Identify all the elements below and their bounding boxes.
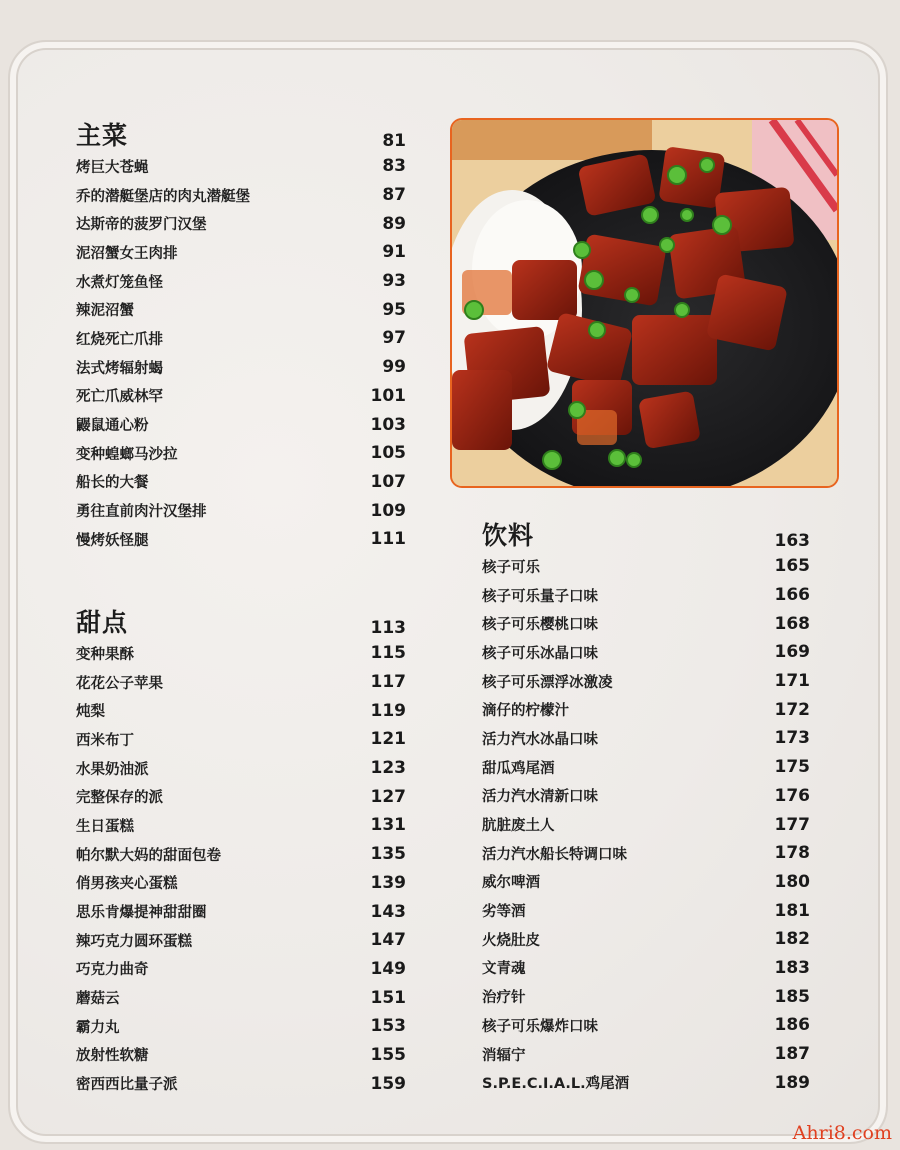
menu-item-page-number: 93 xyxy=(382,271,406,292)
menu-item-name: 船长的大餐 xyxy=(76,475,149,492)
menu-item-page-number: 183 xyxy=(774,957,810,978)
menu-item-name: 巧克力曲奇 xyxy=(76,962,149,979)
menu-item-page-number: 176 xyxy=(774,785,810,806)
menu-item-name: 密西西比量子派 xyxy=(76,1077,178,1094)
menu-item-row xyxy=(76,382,406,411)
menu-item-name: 活力汽水船长特调口味 xyxy=(482,846,627,863)
item-list xyxy=(482,552,810,1097)
menu-item-name: 文青魂 xyxy=(482,961,526,978)
menu-item-name: 核子可乐樱桃口味 xyxy=(482,617,598,634)
menu-item-name: 核子可乐冰晶口味 xyxy=(482,645,598,662)
menu-item-name: 变种果酥 xyxy=(76,646,134,663)
menu-item-name: 劣等酒 xyxy=(482,904,526,921)
menu-item-row xyxy=(482,1068,810,1097)
menu-item-page-number: 181 xyxy=(774,900,810,921)
menu-item-row xyxy=(482,667,810,696)
menu-item-row xyxy=(76,468,406,497)
menu-item-name: 核子可乐漂浮冰激凌 xyxy=(482,674,613,691)
menu-item-page-number: 165 xyxy=(774,556,810,577)
menu-item-row xyxy=(76,1012,406,1041)
menu-item-name: 勇往直前肉汁汉堡排 xyxy=(76,504,207,521)
menu-item-page-number: 89 xyxy=(382,213,406,234)
menu-item-row xyxy=(482,839,810,868)
menu-item-page-number: 95 xyxy=(382,299,406,320)
menu-item-name: 治疗针 xyxy=(482,990,526,1007)
menu-item-name: 变种蝗螂马沙拉 xyxy=(76,446,178,463)
menu-item-name: 俏男孩夹心蛋糕 xyxy=(76,876,178,893)
menu-item-page-number: 171 xyxy=(774,671,810,692)
section-main-course xyxy=(76,118,406,554)
menu-item-row xyxy=(76,152,406,181)
menu-item-row xyxy=(482,695,810,724)
menu-item-row xyxy=(76,267,406,296)
section-page-number: 163 xyxy=(774,531,810,551)
menu-item-name: 活力汽水冰晶口味 xyxy=(482,731,598,748)
menu-item-row xyxy=(76,811,406,840)
menu-item-page-number: 151 xyxy=(370,987,406,1008)
menu-item-name: 辣巧克力圆环蛋糕 xyxy=(76,933,192,950)
item-list xyxy=(76,152,406,554)
menu-item-name: 核子可乐量子口味 xyxy=(482,588,598,605)
menu-item-page-number: 187 xyxy=(774,1044,810,1065)
menu-item-row xyxy=(482,581,810,610)
menu-item-page-number: 185 xyxy=(774,986,810,1007)
menu-item-row xyxy=(76,209,406,238)
menu-item-row xyxy=(76,1069,406,1098)
menu-item-name: 核子可乐 xyxy=(482,559,540,576)
menu-item-name: 法式烤辐射蝎 xyxy=(76,360,163,377)
menu-item-row xyxy=(482,638,810,667)
section-title: 主菜 xyxy=(76,121,129,150)
menu-item-name: 消辐宁 xyxy=(482,1047,526,1064)
menu-item-page-number: 153 xyxy=(370,1016,406,1037)
menu-item-row xyxy=(76,782,406,811)
menu-item-name: 完整保存的派 xyxy=(76,790,163,807)
menu-item-page-number: 155 xyxy=(370,1044,406,1065)
menu-item-row xyxy=(76,668,406,697)
menu-item-name: 达斯帝的菠罗门汉堡 xyxy=(76,217,207,234)
menu-item-row xyxy=(482,925,810,954)
menu-item-page-number: 101 xyxy=(370,385,406,406)
menu-item-page-number: 168 xyxy=(774,613,810,634)
menu-item-page-number: 178 xyxy=(774,843,810,864)
menu-item-name: 慢烤妖怪腿 xyxy=(76,532,149,549)
menu-item-name: 威尔啤酒 xyxy=(482,875,540,892)
menu-item-page-number: 180 xyxy=(774,871,810,892)
menu-item-name: 思乐肯爆提神甜甜圈 xyxy=(76,905,207,922)
menu-item-row xyxy=(76,725,406,754)
menu-item-row xyxy=(76,696,406,725)
menu-item-page-number: 99 xyxy=(382,357,406,378)
menu-item-row xyxy=(482,1040,810,1069)
watermark-text: Ahri8.com xyxy=(792,1122,892,1144)
menu-item-row xyxy=(482,954,810,983)
menu-item-name: 滴仔的柠檬汁 xyxy=(482,703,569,720)
menu-item-page-number: 115 xyxy=(370,643,406,664)
menu-item-name: 炖梨 xyxy=(76,704,105,721)
menu-item-row xyxy=(76,295,406,324)
menu-item-page-number: 186 xyxy=(774,1015,810,1036)
section-title: 甜点 xyxy=(76,608,129,637)
menu-item-name: 水煮灯笼鱼怪 xyxy=(76,274,163,291)
menu-item-name: 花花公子苹果 xyxy=(76,675,163,692)
section-header xyxy=(482,518,810,552)
section-drinks xyxy=(482,518,810,1097)
menu-item-row xyxy=(76,869,406,898)
menu-item-page-number: 83 xyxy=(382,156,406,177)
menu-item-row xyxy=(76,324,406,353)
section-dessert xyxy=(76,605,406,1098)
menu-item-page-number: 177 xyxy=(774,814,810,835)
menu-item-page-number: 131 xyxy=(370,815,406,836)
section-header xyxy=(76,605,406,639)
menu-item-page-number: 97 xyxy=(382,328,406,349)
menu-item-page-number: 117 xyxy=(370,672,406,693)
menu-item-row xyxy=(482,1011,810,1040)
menu-item-name: 西米布丁 xyxy=(76,732,134,749)
menu-item-row xyxy=(76,955,406,984)
menu-item-row xyxy=(76,439,406,468)
menu-item-page-number: 127 xyxy=(370,786,406,807)
menu-item-page-number: 119 xyxy=(370,700,406,721)
menu-item-page-number: 159 xyxy=(370,1073,406,1094)
menu-item-name: 辣泥沼蟹 xyxy=(76,303,134,320)
menu-item-page-number: 111 xyxy=(370,529,406,550)
menu-item-row xyxy=(76,496,406,525)
menu-item-page-number: 166 xyxy=(774,585,810,606)
menu-item-row xyxy=(482,782,810,811)
menu-item-name: 火烧肚皮 xyxy=(482,932,540,949)
menu-item-page-number: 121 xyxy=(370,729,406,750)
menu-item-row xyxy=(76,983,406,1012)
menu-item-name: 死亡爪威林罕 xyxy=(76,389,163,406)
menu-item-row xyxy=(482,753,810,782)
menu-item-page-number: 143 xyxy=(370,901,406,922)
menu-item-name: 乔的潜艇堡店的肉丸潜艇堡 xyxy=(76,188,250,205)
menu-item-row xyxy=(482,724,810,753)
menu-item-name: 鼹鼠通心粉 xyxy=(76,418,149,435)
menu-item-name: 霸力丸 xyxy=(76,1019,120,1036)
menu-item-row xyxy=(76,238,406,267)
menu-item-name: 红烧死亡爪排 xyxy=(76,331,163,348)
section-header xyxy=(76,118,406,152)
menu-item-page-number: 175 xyxy=(774,757,810,778)
menu-item-name: 活力汽水清新口味 xyxy=(482,789,598,806)
menu-item-page-number: 173 xyxy=(774,728,810,749)
menu-item-page-number: 147 xyxy=(370,930,406,951)
menu-item-name: 水果奶油派 xyxy=(76,761,149,778)
menu-item-page-number: 109 xyxy=(370,500,406,521)
menu-item-page-number: 182 xyxy=(774,929,810,950)
menu-item-page-number: 172 xyxy=(774,699,810,720)
menu-item-page-number: 149 xyxy=(370,958,406,979)
braised-pork-dish-photo xyxy=(450,118,839,488)
menu-item-row xyxy=(482,810,810,839)
menu-item-row xyxy=(482,552,810,581)
menu-item-page-number: 189 xyxy=(774,1072,810,1093)
menu-item-row xyxy=(76,181,406,210)
menu-item-page-number: 123 xyxy=(370,758,406,779)
menu-item-name: 烤巨大苍蝇 xyxy=(76,159,149,176)
menu-item-row xyxy=(76,926,406,955)
section-page-number: 113 xyxy=(370,618,406,638)
menu-item-row xyxy=(76,754,406,783)
menu-item-row xyxy=(482,609,810,638)
menu-item-row xyxy=(76,897,406,926)
menu-item-row xyxy=(76,410,406,439)
menu-item-name: 肮脏废土人 xyxy=(482,818,555,835)
menu-item-page-number: 103 xyxy=(370,414,406,435)
menu-item-row xyxy=(76,639,406,668)
menu-item-name: 生日蛋糕 xyxy=(76,818,134,835)
menu-item-row xyxy=(482,896,810,925)
menu-item-row xyxy=(76,525,406,554)
section-title: 饮料 xyxy=(482,521,535,550)
food-photo-illustration xyxy=(452,120,837,486)
menu-item-page-number: 169 xyxy=(774,642,810,663)
menu-item-name: 泥沼蟹女王肉排 xyxy=(76,245,178,262)
menu-item-row xyxy=(482,868,810,897)
menu-item-page-number: 107 xyxy=(370,471,406,492)
menu-item-name: S.P.E.C.I.A.L.鸡尾酒 xyxy=(482,1076,630,1093)
menu-item-name: 蘑菇云 xyxy=(76,991,120,1008)
menu-item-page-number: 91 xyxy=(382,242,406,263)
menu-item-name: 放射性软糖 xyxy=(76,1048,149,1065)
item-list xyxy=(76,639,406,1098)
menu-item-row xyxy=(76,353,406,382)
menu-item-page-number: 139 xyxy=(370,872,406,893)
menu-item-name: 甜瓜鸡尾酒 xyxy=(482,760,555,777)
menu-item-row xyxy=(76,840,406,869)
menu-item-page-number: 87 xyxy=(382,185,406,206)
menu-item-name: 核子可乐爆炸口味 xyxy=(482,1018,598,1035)
menu-item-page-number: 105 xyxy=(370,443,406,464)
menu-item-page-number: 135 xyxy=(370,844,406,865)
section-page-number: 81 xyxy=(382,131,406,151)
menu-item-row xyxy=(76,1041,406,1070)
menu-item-name: 帕尔默大妈的甜面包卷 xyxy=(76,847,221,864)
menu-item-row xyxy=(482,982,810,1011)
